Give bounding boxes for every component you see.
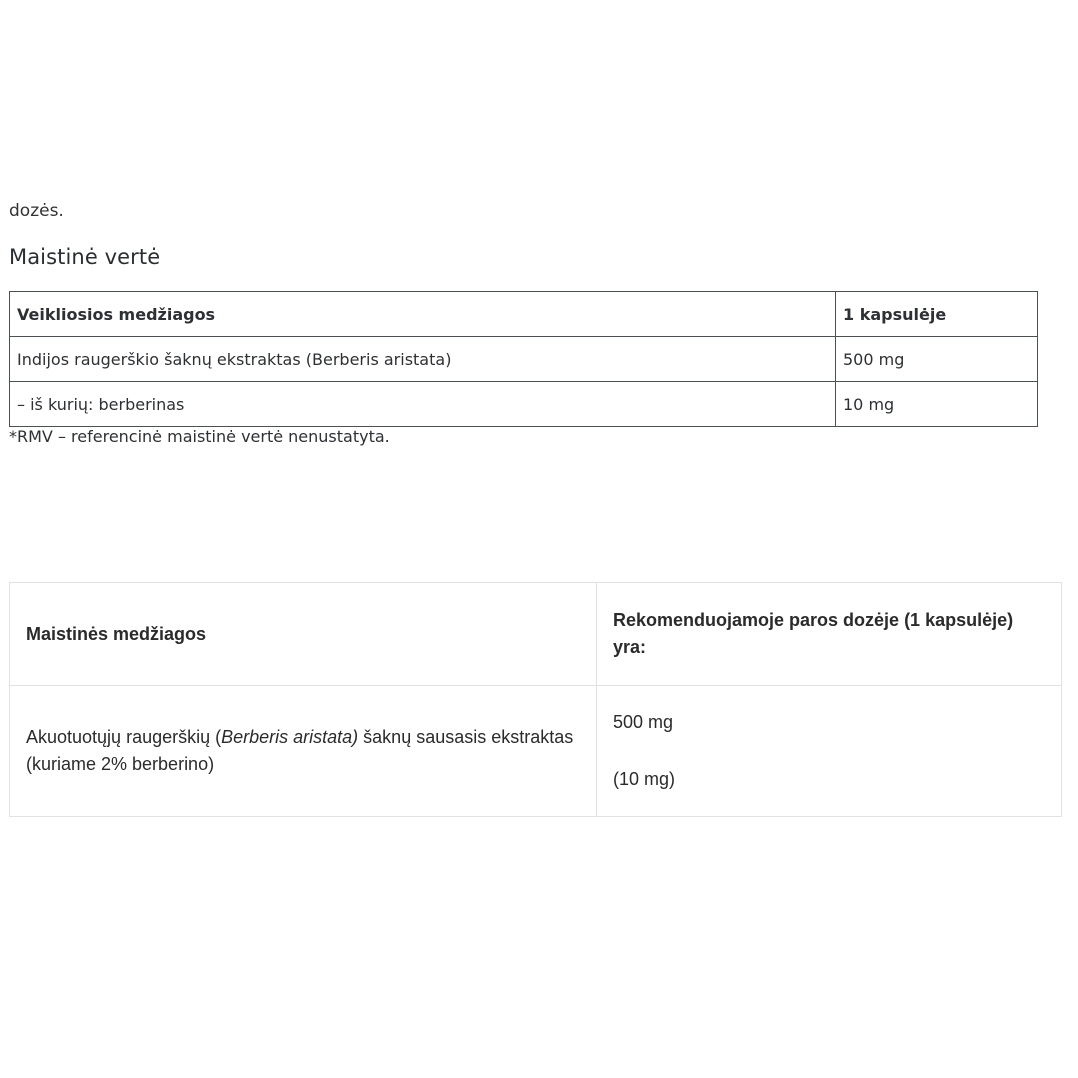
daily-dose-table [9, 582, 1062, 817]
ingredient-cell: – iš kurių: berberinas [10, 382, 836, 427]
footnote: *RMV – referencinė maistinė vertė nenustatyta. [9, 427, 390, 446]
nutrition-table [9, 291, 1038, 427]
column-header: Maistinės medžiagos [10, 583, 597, 686]
amount-value: (10 mg) [613, 769, 676, 789]
ingredient-text: šaknų sausasis ekstraktas (kuriame 2% berberino) [26, 727, 574, 774]
ingredient-text: Akuotuotųjų raugerškių ( [26, 727, 222, 747]
truncated-text: dozės. [9, 201, 64, 218]
table-row [10, 337, 1038, 382]
table-header-row [10, 292, 1038, 337]
table-row [10, 686, 1062, 817]
amount-cell: 10 mg [836, 382, 1038, 427]
table-header-row [10, 583, 1062, 686]
table-row [10, 382, 1038, 427]
amount-cell [597, 686, 1062, 817]
latin-name: Berberis aristata) [221, 727, 359, 747]
column-header: Veikliosios medžiagos [10, 292, 836, 337]
amount-cell: 500 mg [836, 337, 1038, 382]
ingredient-cell: Indijos raugerškio šaknų ekstraktas (Berberis aristata) [10, 337, 836, 382]
section-heading: Maistinė vertė [9, 245, 161, 269]
column-header: 1 kapsulėje [836, 292, 1038, 337]
amount-block [613, 709, 1045, 793]
ingredient-cell [10, 686, 597, 817]
amount-value: 500 mg [613, 712, 674, 732]
column-header: Rekomenduojamoje paros dozėje (1 kapsulėje) yra: [597, 583, 1062, 686]
